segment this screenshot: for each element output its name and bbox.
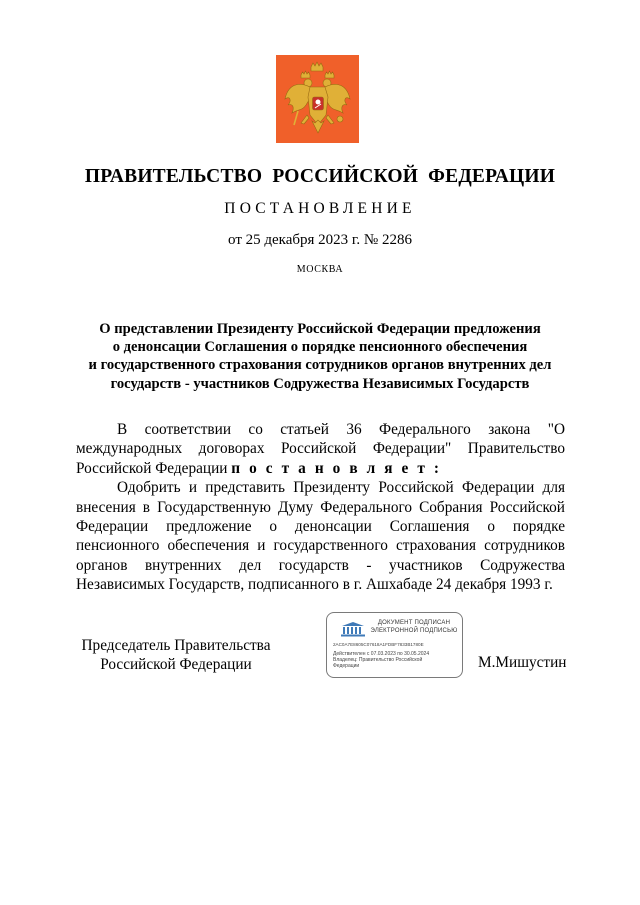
paragraph-preamble [76,420,565,478]
electronic-signature-stamp [326,612,463,678]
stamp-owner: Федерации [333,663,360,670]
document-subject [60,320,580,393]
stamp-heading [369,620,459,635]
subject-line: О представлении Президенту Российской Федерации предложения [99,321,541,337]
document-type: ПОСТАНОВЛЕНИЕ [224,200,416,217]
signer-title-line: Председатель Правительства [81,637,271,654]
document-city: МОСКВА [296,264,344,275]
subject-line: и государственного страхования сотрудников органов внутренних дел [88,357,552,374]
government-title: ПРАВИТЕЛЬСТВО РОССИЙСКОЙ ФЕДЕРАЦИИ [84,166,556,187]
preamble-text: В соответствии со статьей 36 Федерального закона "О международных договорах Российской Федерации" Правительство Российской Федерации [76,421,565,477]
paragraph-resolution: Одобрить и представить Президенту Российской Федерации для внесения в Государственную Думу Федерального Собрания Российской Федерации предложение о денонсации Соглашения о порядке пенсионного обеспечения и государственного страхования сотрудников органов внутренних дел государств - участников Содружества Независимых Государств, подписанного в г. Ашхабаде 24 декабря 1993 г. [76,479,565,594]
document-date-number: от 25 декабря 2023 г. № 2286 [228,232,412,248]
document-body [76,420,565,595]
stamp-details [333,651,429,670]
coat-of-arms-icon [276,55,359,143]
stamp-owner: Владелец: Правительство Российской [333,657,423,664]
signer-title-line: Российской Федерации [100,656,252,674]
stamp-heading-line: ЭЛЕКТРОННОЙ ПОДПИСЬЮ [370,627,458,634]
signer-title [76,636,276,674]
stamp-heading-line: ДОКУМЕНТ ПОДПИСАН [377,620,451,626]
subject-line: государств - участников Содружества Независимых Государств [110,375,530,392]
government-building-icon [340,621,366,637]
signer-name: М.Мишустин [478,654,567,671]
resolves-keyword: п о с т а н о в л я е т : [231,459,442,477]
stamp-validity: Действителен с 07.03.2023 по 30.05.2024 [333,651,430,657]
subject-line: о денонсации Соглашения о порядке пенсионного обеспечения [112,339,528,356]
stamp-certificate: 2AC0A7E8605C07618A1FDBF7833B1780E [333,642,424,647]
